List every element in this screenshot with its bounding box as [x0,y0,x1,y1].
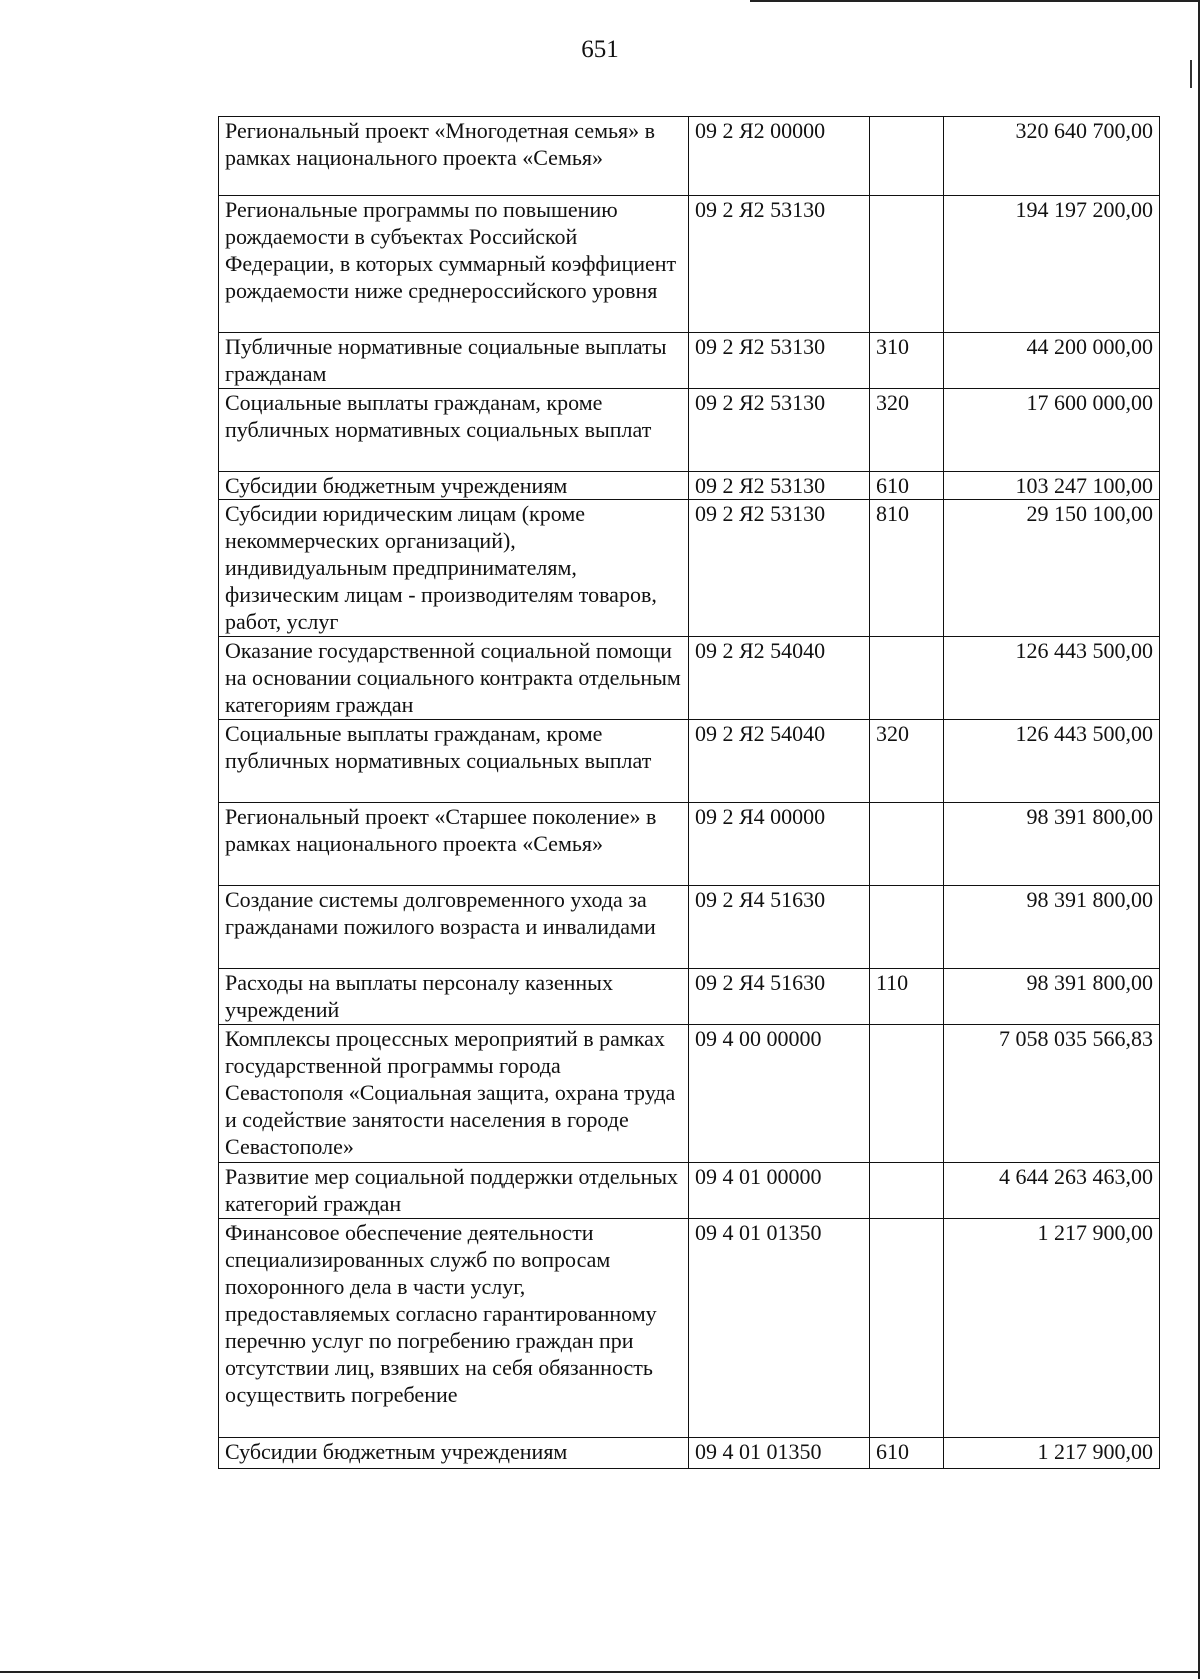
row-sum: 103 247 100,00 [944,472,1160,500]
row-name: Региональные программы по повышению рождаемости в субъектах Российской Федерации, в которых суммарный коэффициент рождаемости ниже среднероссийского уровня [219,196,689,333]
row-type [870,1219,944,1438]
row-code: 09 2 Я2 53130 [689,333,870,389]
row-name: Субсидии юридическим лицам (кроме некоммерческих организаций), индивидуальным предпринимателям, физическим лицам - производителям товаров, работ, услуг [219,500,689,637]
scan-edge-top [750,0,1200,2]
row-type [870,117,944,196]
table-row [219,1025,1160,1163]
page-number: 651 [581,36,619,63]
row-code: 09 2 Я2 53130 [689,389,870,472]
row-type [870,1025,944,1163]
row-name: Оказание государственной социальной помощи на основании социального контракта отдельным категориям граждан [219,637,689,720]
row-code: 09 2 Я2 54040 [689,637,870,720]
row-code: 09 2 Я2 53130 [689,500,870,637]
row-code: 09 4 01 00000 [689,1163,870,1219]
row-name: Создание системы долговременного ухода за гражданами пожилого возраста и инвалидами [219,886,689,969]
row-code: 09 4 01 01350 [689,1438,870,1469]
table-row [219,637,1160,720]
table-row [219,1219,1160,1438]
row-code: 09 2 Я2 00000 [689,117,870,196]
row-sum: 1 217 900,00 [944,1438,1160,1469]
row-sum: 320 640 700,00 [944,117,1160,196]
table-row [219,1438,1160,1469]
row-sum: 98 391 800,00 [944,969,1160,1025]
row-name: Расходы на выплаты персоналу казенных учреждений [219,969,689,1025]
row-sum: 17 600 000,00 [944,389,1160,472]
row-type [870,886,944,969]
row-sum: 1 217 900,00 [944,1219,1160,1438]
table-row [219,333,1160,389]
table-row [219,969,1160,1025]
row-name: Развитие мер социальной поддержки отдельных категорий граждан [219,1163,689,1219]
row-name: Региональный проект «Старшее поколение» в рамках национального проекта «Семья» [219,803,689,886]
row-code: 09 2 Я4 51630 [689,969,870,1025]
row-type: 810 [870,500,944,637]
row-type [870,803,944,886]
table-row [219,196,1160,333]
row-type [870,1163,944,1219]
table-row [219,500,1160,637]
row-sum: 126 443 500,00 [944,720,1160,803]
row-type: 320 [870,389,944,472]
table-row [219,803,1160,886]
row-sum: 98 391 800,00 [944,803,1160,886]
row-name: Социальные выплаты гражданам, кроме публичных нормативных социальных выплат [219,389,689,472]
row-name: Финансовое обеспечение деятельности специализированных служб по вопросам похоронного дела в части услуг, предоставляемых согласно гарантированному перечню услуг по погребению граждан при отсутствии лиц, взявших на себя обязанность осуществить погребение [219,1219,689,1438]
row-name: Субсидии бюджетным учреждениям [219,472,689,500]
table-row [219,117,1160,196]
row-type: 610 [870,1438,944,1469]
row-name: Региональный проект «Многодетная семья» в рамках национального проекта «Семья» [219,117,689,196]
table-row [219,1163,1160,1219]
row-name: Комплексы процессных мероприятий в рамках государственной программы города Севастополя «Социальная защита, охрана труда и содействие занятости населения в городе Севастополе» [219,1025,689,1163]
row-type: 320 [870,720,944,803]
budget-table [218,116,1160,1469]
table-row [219,720,1160,803]
scan-mark [1190,60,1192,88]
row-sum: 29 150 100,00 [944,500,1160,637]
row-sum: 44 200 000,00 [944,333,1160,389]
row-code: 09 2 Я2 53130 [689,196,870,333]
row-type [870,637,944,720]
table-row [219,886,1160,969]
row-type: 610 [870,472,944,500]
row-name: Субсидии бюджетным учреждениям [219,1438,689,1469]
row-name: Социальные выплаты гражданам, кроме публичных нормативных социальных выплат [219,720,689,803]
scan-edge-bottom [0,1671,1200,1673]
row-type: 310 [870,333,944,389]
row-type: 110 [870,969,944,1025]
row-code: 09 4 01 01350 [689,1219,870,1438]
row-sum: 194 197 200,00 [944,196,1160,333]
table-row [219,472,1160,500]
row-code: 09 2 Я4 51630 [689,886,870,969]
row-sum: 4 644 263 463,00 [944,1163,1160,1219]
table-row [219,389,1160,472]
row-sum: 7 058 035 566,83 [944,1025,1160,1163]
row-name: Публичные нормативные социальные выплаты гражданам [219,333,689,389]
row-sum: 98 391 800,00 [944,886,1160,969]
row-sum: 126 443 500,00 [944,637,1160,720]
row-code: 09 4 00 00000 [689,1025,870,1163]
row-code: 09 2 Я4 00000 [689,803,870,886]
row-type [870,196,944,333]
row-code: 09 2 Я2 54040 [689,720,870,803]
row-code: 09 2 Я2 53130 [689,472,870,500]
